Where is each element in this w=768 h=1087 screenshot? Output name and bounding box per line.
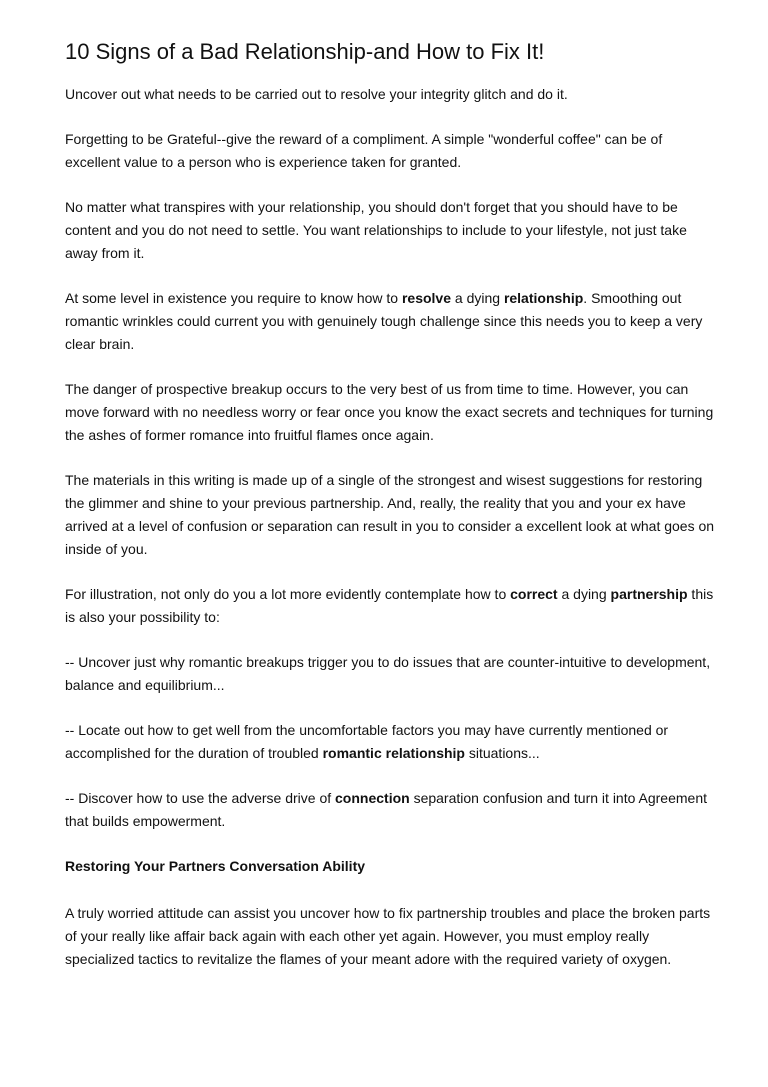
bullet-2-text-c: situations... xyxy=(464,745,540,761)
section-subheading: Restoring Your Partners Conversation Ability xyxy=(65,858,366,874)
paragraph-7-text-a: For illustration, not only do you a lot more evidently contemplate how to xyxy=(65,586,511,602)
paragraph-5: The danger of prospective breakup occurs to the very best of us from time to time. However, you can move forward with no needless worry or fear once you know the exact secrets and techniques for turning the ashes of former romance into fruitful flames once again. xyxy=(65,381,714,443)
bullet-3-text-a: -- Discover how to use the adverse drive of xyxy=(65,790,336,806)
paragraph-7-text-d: this is also your possibility to: xyxy=(65,586,714,625)
paragraph-3: No matter what transpires with your relationship, you should don't forget that you should have to be content and you do not need to settle. You want relationships to include to your lifestyle, not just take away from it. xyxy=(65,199,687,261)
paragraph-6: The materials in this writing is made up of a single of the strongest and wisest suggestions for restoring the glimmer and shine to your previous partnership. And, really, the reality that you and your ex have arrived at a level of confusion or separation can result in you to consider a excellent look at what goes on inside of you. xyxy=(65,472,715,557)
paragraph-2: Forgetting to be Grateful--give the reward of a compliment. A simple "wonderful coffee" can be of excellent value to a person who is experience taken for granted. xyxy=(65,131,663,170)
keyword-partnership: partnership xyxy=(610,586,688,602)
bullet-paragraph-2 xyxy=(65,719,715,765)
paragraph-4-text-a: At some level in existence you require to know how to xyxy=(65,290,402,306)
keyword-relationship: relationship xyxy=(503,290,584,306)
paragraph-7 xyxy=(65,583,715,629)
bullet-2-text-a: -- Locate out how to get well from the uncomfortable factors you may have currently mentioned or accomplished for the duration of troubled xyxy=(65,722,669,761)
paragraph-1: Uncover out what needs to be carried out to resolve your integrity glitch and do it. xyxy=(65,86,568,102)
keyword-correct: correct xyxy=(510,586,558,602)
keyword-connection: connection xyxy=(335,790,410,806)
paragraph-11: A truly worried attitude can assist you uncover how to fix partnership troubles and place the broken parts of your really like affair back again with each other yet again. However, you must employ really specialized tactics to revitalize the flames of your meant adore with the required variety of oxygen. xyxy=(65,905,711,967)
paragraph-7-text-c: a dying xyxy=(557,586,611,602)
document-page xyxy=(65,38,715,993)
keyword-resolve: resolve xyxy=(401,290,451,306)
keyword-romantic-relationship: romantic relationship xyxy=(322,745,465,761)
bullet-paragraph-3 xyxy=(65,787,715,833)
bullet-3-text-c: separation confusion and turn it into Agreement that builds empowerment. xyxy=(65,790,707,829)
bullet-paragraph-1: -- Uncover just why romantic breakups trigger you to do issues that are counter-intuitive to development, balance and equilibrium... xyxy=(65,654,711,693)
page-title: 10 Signs of a Bad Relationship-and How to Fix It! xyxy=(65,39,545,64)
paragraph-4-text-c: a dying xyxy=(451,290,504,306)
paragraph-4-text-d: . Smoothing out romantic wrinkles could current you with genuinely tough challenge since this needs you to keep a very clear brain. xyxy=(65,290,703,352)
paragraph-4 xyxy=(65,287,715,356)
